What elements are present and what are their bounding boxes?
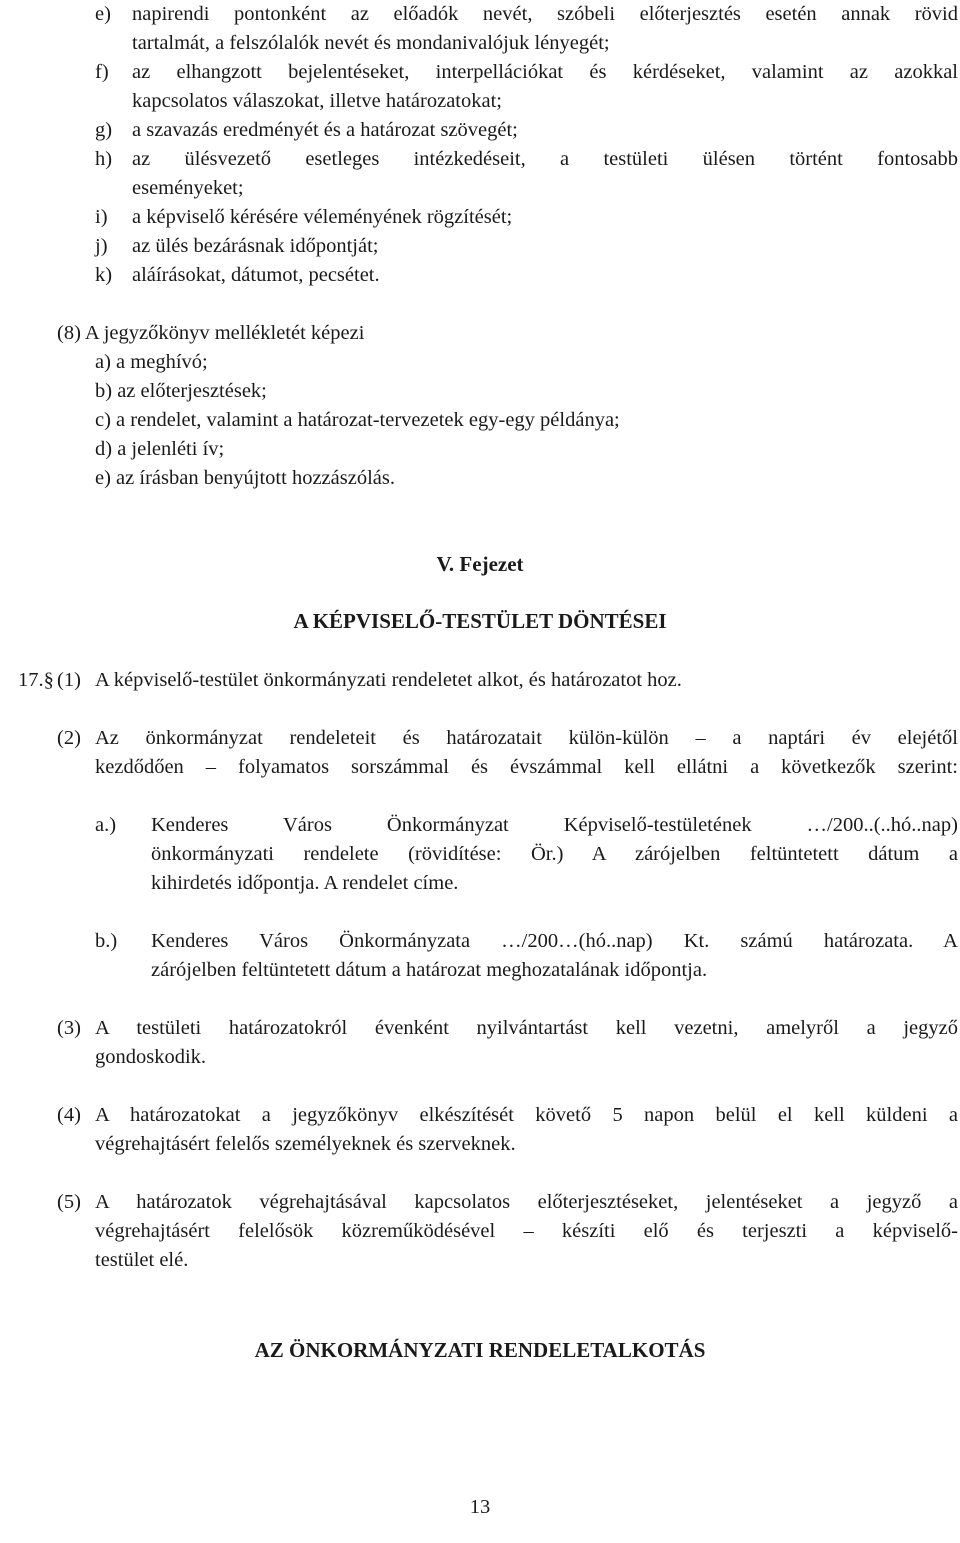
list-item-e-line-2: tartalmát, a felszólalók nevét és mondanivalójuk lényegét; [132, 32, 610, 54]
para-8-item-b: b) az előterjesztések; [95, 380, 267, 402]
section-title: AZ ÖNKORMÁNYZATI RENDELETALKOTÁS [254, 1338, 706, 1362]
list-item-f-line-2: kapcsolatos válaszokat, illetve határozatokat; [132, 90, 502, 112]
para-5-line-1: A határozatok végrehajtásával kapcsolatos előterjesztéseket, jelentéseket a jegyző a [95, 1191, 958, 1213]
para-2-line-1: Az önkormányzat rendeleteit és határozatait külön-külön – a naptári év elejétől [95, 727, 958, 749]
sub-b-line-1: Kenderes Város Önkormányzata …/200…(hó..nap) Kt. számú határozata. A [151, 930, 958, 952]
para-1-text: A képviselő-testület önkormányzati rendeletet alkot, és határozatot hoz. [95, 669, 682, 691]
para-3-number: (3) [57, 1017, 81, 1039]
para-4-line-1: A határozatokat a jegyzőkönyv elkészítését követő 5 napon belül el kell küldeni a [95, 1104, 958, 1126]
list-item-g-line-1: a szavazás eredményét és a határozat szövegét; [132, 119, 518, 141]
list-item-k-line-1: aláírásokat, dátumot, pecsétet. [132, 264, 380, 286]
para-8-intro: (8) A jegyzőkönyv mellékletét képezi [57, 322, 365, 344]
para-5-line-2: végrehajtásért felelősök közreműködésével – készíti elő és terjeszti a képviselő- [95, 1220, 958, 1242]
list-item-f-line-1: az elhangzott bejelentéseket, interpellációkat és kérdéseket, valamint az azokkal [132, 61, 958, 83]
para-5-line-3: testület elé. [95, 1249, 189, 1271]
list-item-h-line-1: az ülésvezető esetleges intézkedéseit, a testületi ülésen történt fontosabb [132, 148, 958, 170]
list-item-j-line-1: az ülés bezárásnak időpontját; [132, 235, 379, 257]
list-item-label-f: f) [95, 61, 109, 83]
sub-a-line-3: kihirdetés időpontja. A rendelet címe. [151, 872, 459, 894]
list-item-label-g: g) [95, 119, 113, 141]
list-item-h-line-2: eseményeket; [132, 177, 244, 199]
para-4-number: (4) [57, 1104, 81, 1126]
sub-a-line-1: Kenderes Város Önkormányzat Képviselő-testületének …/200..(..hó..nap) [151, 814, 958, 836]
para-8-item-d: d) a jelenléti ív; [95, 438, 225, 460]
chapter-title: A KÉPVISELŐ-TESTÜLET DÖNTÉSEI [293, 609, 667, 633]
chapter-number: V. Fejezet [436, 552, 524, 576]
para-2-number: (2) [57, 727, 81, 749]
list-item-label-k: k) [95, 264, 113, 286]
sub-a-line-2: önkormányzati rendelete (rövidítése: Ör.) A zárójelben feltüntetett dátum a [151, 843, 958, 865]
para-3-line-1: A testületi határozatokról évenként nyilvántartást kell vezetni, amelyről a jegyző [95, 1017, 958, 1039]
para-5-number: (5) [57, 1191, 81, 1213]
list-item-e-line-1: napirendi pontonként az előadók nevét, szóbeli előterjesztés esetén annak rövid [132, 3, 958, 25]
para-2-line-2: kezdődően – folyamatos sorszámmal és évszámmal kell ellátni a következők szerint: [95, 756, 958, 778]
sub-a-label: a.) [95, 814, 117, 836]
para-8-item-a: a) a meghívó; [95, 351, 208, 373]
para-3-line-2: gondoskodik. [95, 1046, 207, 1068]
list-item-label-j: j) [95, 235, 108, 257]
list-item-i-line-1: a képviselő kérésére véleményének rögzítését; [132, 206, 513, 228]
list-item-label-h: h) [95, 148, 113, 170]
page-number: 13 [469, 1496, 491, 1518]
para-4-line-2: végrehajtásért felelős személyeknek és szerveknek. [95, 1133, 516, 1155]
section-sign-icon: § [43, 669, 54, 691]
list-item-label-e: e) [95, 3, 111, 25]
para-8-item-c: c) a rendelet, valamint a határozat-tervezetek egy-egy példánya; [95, 409, 620, 431]
para-1-number: (1) [57, 669, 81, 691]
section-17-line [18, 666, 54, 695]
list-item-label-i: i) [95, 206, 108, 228]
para-8-item-e: e) az írásban benyújtott hozzászólás. [95, 467, 395, 489]
sub-b-label: b.) [95, 930, 118, 952]
sub-b-line-2: zárójelben feltüntetett dátum a határozat meghozatalának időpontja. [151, 959, 708, 981]
section-marker: 17. [18, 669, 44, 691]
